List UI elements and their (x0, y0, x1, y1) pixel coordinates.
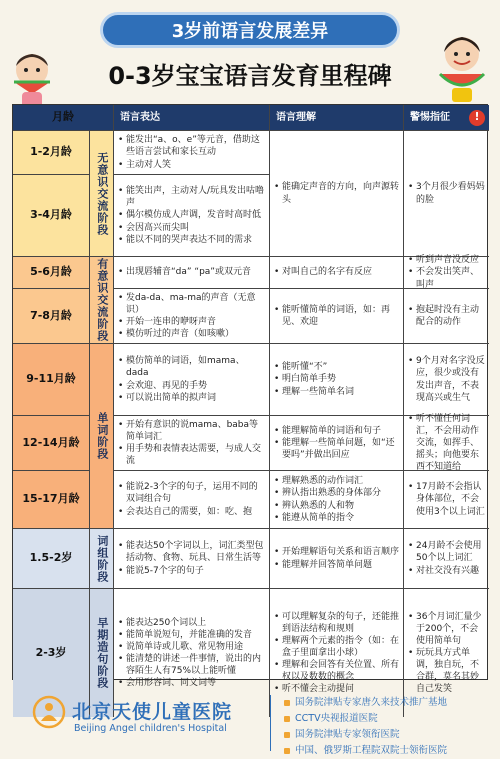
comprehension-cell (270, 344, 404, 416)
age-cell: 1-2月龄 (13, 131, 90, 175)
warning-icon: ! (469, 110, 485, 126)
hospital-honors (284, 695, 447, 759)
list-item: • 能以不同的哭声表达不同的需求 (118, 234, 265, 246)
list-item: • 能听懂简单的词语，如：再见、欢迎 (274, 304, 399, 328)
list-item: • 抱起时没有主动配合的动作 (408, 304, 485, 328)
list-item: • 模仿简单的词语，如mama、dada (118, 355, 265, 379)
comprehension-cell (270, 529, 404, 589)
list-item: • 会表达自己的需要，如：吃、抱 (118, 506, 265, 518)
expression-cell (114, 471, 270, 529)
list-item: • 能说5-7个字的句子 (118, 565, 265, 577)
hospital-logo-icon (32, 695, 66, 729)
list-item: • 9个月对名字没反应，很少或没有发出声音，不表现高兴或生气 (408, 355, 485, 404)
top-banner: 3岁前语言发展差异 (100, 12, 400, 48)
list-item: • 听到声音没反应 (408, 254, 485, 266)
expression-cell (114, 416, 270, 471)
expression-cell (114, 257, 270, 289)
footer (0, 685, 500, 759)
list-item: • 明白简单手势 (274, 373, 399, 385)
age-cell: 7-8月龄 (13, 289, 90, 344)
age-cell: 9-11月龄 (13, 344, 90, 416)
list-item: • 能遵从简单的指令 (274, 512, 399, 524)
list-item: • 能说2-3个字的句子，运用不同的双词组合句 (118, 481, 265, 505)
age-cell: 5-6月龄 (13, 257, 90, 289)
list-item: • 能发出“a、o、e”等元音，借助这些语言尝试和家长互动 (118, 134, 265, 158)
list-item: • 3个月很少看妈妈的脸 (408, 181, 485, 205)
header-comprehension: 语言理解 (270, 105, 404, 131)
stage-label: 早期造句阶段 (90, 589, 114, 717)
honor-item: 国务院津贴专家领衔医院 (284, 727, 447, 743)
hospital-english-name: Beijing Angel children's Hospital (74, 723, 227, 734)
honor-item: 中国、俄罗斯工程院双院士领衔医院 (284, 743, 447, 759)
age-cell: 3-4月龄 (13, 175, 90, 257)
expression-cell (114, 289, 270, 344)
stage-label: 无意识交流阶段 (90, 131, 114, 257)
list-item: • 对叫自己的名字有反应 (274, 266, 399, 278)
list-item: • 玩玩具方式单调，独自玩，不合群，莫名其妙自己发笑 (408, 647, 485, 696)
list-item: • 不会发出笑声、叫声 (408, 266, 485, 290)
list-item: • 可以说出简单的拟声词 (118, 392, 265, 404)
honor-item: 国务院津贴专家唐久来技术推广基地 (284, 695, 447, 711)
list-item: • 会用形容词、同义词等 (118, 677, 265, 689)
comprehension-cell (270, 289, 404, 344)
warning-cell (404, 257, 489, 289)
warning-cell (404, 289, 489, 344)
list-item: • 开始有意识的说mama、baba等简单词汇 (118, 419, 265, 443)
list-item: • 开始一连串的咿呀声音 (118, 316, 265, 328)
hospital-name: 北京天使儿童医院 (72, 701, 233, 723)
milestone-table (12, 104, 488, 695)
expression-cell (114, 175, 270, 257)
list-item: • 能听懂“不” (274, 361, 399, 373)
list-item: • 能表达250个词以上 (118, 617, 265, 629)
list-item: • 听不懂任何词汇，不会用动作交流，如挥手、摇头；向他要东西不知道给 (408, 413, 485, 474)
list-item: • 能笑出声，主动对人/玩具发出咕噜声 (118, 185, 265, 209)
header-age: 月龄 (13, 105, 114, 131)
age-cell: 15-17月龄 (13, 471, 90, 529)
expression-cell (114, 529, 270, 589)
stage-label: 词组阶段 (90, 529, 114, 589)
list-item: • 能简单说短句，并能准确的发音 (118, 629, 265, 641)
expression-cell (114, 344, 270, 416)
list-item: • 理解熟悉的动作词汇 (274, 475, 399, 487)
list-item: • 36个月词汇量少于200个，不会使用简单句 (408, 611, 485, 647)
honor-item: CCTV央视报道医院 (284, 711, 447, 727)
warning-cell (404, 529, 489, 589)
list-item: • 24月龄不会使用50个以上词汇 (408, 540, 485, 564)
expression-cell (114, 131, 270, 175)
list-item: • 能理解简单的词语和句子 (274, 425, 399, 437)
comprehension-cell (270, 257, 404, 289)
warning-cell (404, 131, 489, 257)
header-warning (404, 105, 489, 131)
list-item: • 听不懂会主动提问 (274, 683, 399, 695)
page-title: 0-3岁宝宝语言发育里程碑 (108, 62, 392, 90)
stage-label: 单词阶段 (90, 344, 114, 529)
list-item: • 能理解一些简单问题，如“还要吗”并做出回应 (274, 437, 399, 461)
list-item: • 发da-da、ma-ma的声音（无意识） (118, 292, 265, 316)
list-item: • 会欢迎、再见的手势 (118, 380, 265, 392)
age-cell: 2-3岁 (13, 589, 90, 717)
list-item: • 理解和会回答有关位置、所有权以及数数的概念 (274, 659, 399, 683)
comprehension-cell (270, 131, 404, 257)
age-cell: 12-14月龄 (13, 416, 90, 471)
list-item: • 主动对人笑 (118, 159, 265, 171)
list-item: • 可以理解复杂的句子，还能推到语法结构和规则 (274, 611, 399, 635)
list-item: • 能确定声音的方向，向声源转头 (274, 181, 399, 205)
list-item: • 用手势和表情表达需要，与成人交流 (118, 443, 265, 467)
comprehension-cell (270, 471, 404, 529)
list-item: • 理解一些简单名词 (274, 386, 399, 398)
age-cell: 1.5-2岁 (13, 529, 90, 589)
child-eating-watermelon-illustration (6, 48, 62, 110)
header-expression: 语言表达 (114, 105, 270, 131)
list-item: • 对社交没有兴趣 (408, 565, 485, 577)
list-item: • 辨认熟悉的人和物 (274, 500, 399, 512)
list-item: • 能表达50个字词以上，词汇类型包括动物、食物、玩具、日常生活等 (118, 540, 265, 564)
list-item: • 理解两个元素的指令（如：在盒子里面拿出小球） (274, 635, 399, 659)
list-item: • 偶尔模仿成人声调，发音时高时低 (118, 209, 265, 221)
list-item: • 说简单诗或儿歌、常见物用途 (118, 641, 265, 653)
footer-divider (270, 695, 271, 751)
header-warning-label: 警惕指征 (410, 111, 450, 123)
stage-label: 有意识交流阶段 (90, 257, 114, 344)
list-item: • 模仿听过的声音（如咳嗽） (118, 328, 265, 340)
list-item: • 会因高兴而尖叫 (118, 222, 265, 234)
list-item: • 辨认指出熟悉的身体部分 (274, 487, 399, 499)
list-item: • 能理解并回答简单问题 (274, 559, 399, 571)
warning-cell (404, 344, 489, 416)
list-item: • 出现唇辅音“da” “pa”或双元音 (118, 266, 265, 278)
warning-cell (404, 413, 489, 473)
list-item: • 能清楚的讲述一件事情，说出的内容陌生人有75%以上能听懂 (118, 653, 265, 677)
warning-cell (404, 471, 489, 529)
list-item: • 开始理解语句关系和语言顺序 (274, 546, 399, 558)
list-item: • 17月龄不会指认身体部位，不会使用3个以上词汇 (408, 481, 485, 517)
comprehension-cell (270, 416, 404, 471)
